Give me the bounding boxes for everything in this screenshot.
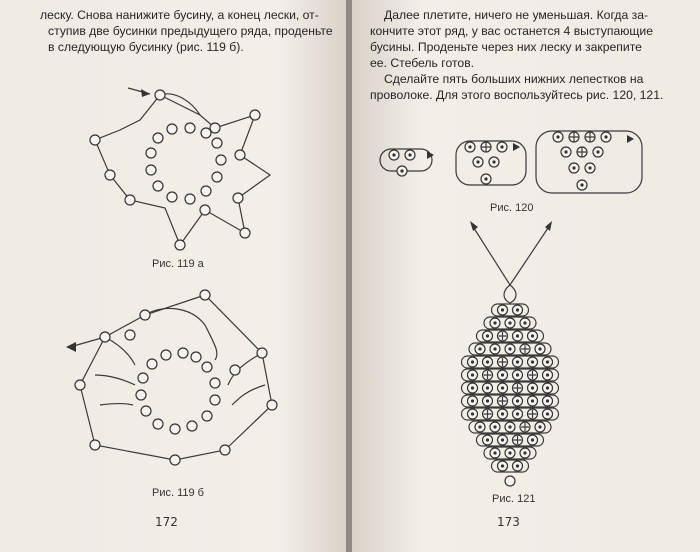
fig121-bead-hole — [471, 412, 474, 415]
fig121-bead-hole — [531, 360, 534, 363]
fig121-bead-hole — [471, 386, 474, 389]
fig121-bead-hole — [531, 438, 534, 441]
fig121-wire-left — [472, 225, 510, 285]
figure-119b-diagram — [0, 275, 348, 495]
figure-121-caption: Рис. 121 — [492, 493, 536, 505]
fig119b-arrow — [66, 342, 76, 352]
fig119a-spike-beads — [90, 90, 260, 250]
figure-119b-caption: Рис. 119 б — [152, 487, 204, 499]
fig121-bead-rows — [462, 304, 559, 486]
fig121-bead-hole — [501, 464, 504, 467]
fig121-bead-hole — [523, 451, 526, 454]
fig121-bead-hole — [546, 399, 549, 402]
fig121-bead-hole — [501, 308, 504, 311]
fig121-bead-hole — [501, 386, 504, 389]
fig121-bead-hole — [508, 347, 511, 350]
fig121-bead-hole — [493, 347, 496, 350]
fig121-bead-hole — [516, 308, 519, 311]
fig121-bead-hole — [508, 425, 511, 428]
fig121-bead-hole — [471, 373, 474, 376]
fig121-bead-hole — [546, 360, 549, 363]
right-text-line-1: Далее плетите, ничего не уменьшая. Когда за- — [384, 8, 649, 22]
right-text-line-4: ее. Стебель готов. — [370, 56, 475, 70]
fig121-bead-hole — [486, 360, 489, 363]
figure-120-diagram — [352, 125, 700, 205]
fig121-bead-hole — [501, 438, 504, 441]
left-text-line-3: в следующую бусинку (рис. 119 б). — [48, 40, 244, 54]
left-page-number: 172 — [155, 515, 178, 529]
left-text-line-2: ступив две бусинки предыдущего ряда, проденьте — [48, 24, 333, 38]
fig121-bead-hole — [478, 425, 481, 428]
right-text-line-2: кончите этот ряд, у вас останется 4 выступающие — [370, 24, 653, 38]
fig121-bead-hole — [493, 321, 496, 324]
fig121-bead-hole — [501, 412, 504, 415]
figure-121-diagram — [352, 215, 700, 485]
fig119a-arrow — [141, 89, 150, 97]
fig119b-inner-ring — [136, 348, 220, 434]
right-page-number: 173 — [497, 515, 520, 529]
fig121-bead-hole — [546, 373, 549, 376]
fig121-bead-hole — [501, 373, 504, 376]
fig120-step-3 — [536, 131, 642, 193]
fig121-bead-hole — [471, 399, 474, 402]
fig121-bead-hole — [493, 451, 496, 454]
fig121-bead-hole — [486, 334, 489, 337]
fig121-bead-hole — [516, 399, 519, 402]
fig121-bead-hole — [546, 412, 549, 415]
figure-119a-caption: Рис. 119 а — [152, 258, 204, 270]
right-paragraph — [370, 7, 690, 103]
fig121-bead-hole — [508, 321, 511, 324]
fig121-bead-hole — [531, 386, 534, 389]
fig121-bead-hole — [516, 360, 519, 363]
fig121-bead-hole — [546, 386, 549, 389]
fig121-bead-hole — [516, 464, 519, 467]
fig121-bead-hole — [516, 412, 519, 415]
fig121-bead-hole — [516, 334, 519, 337]
fig121-bead-hole — [538, 425, 541, 428]
fig121-bead-hole — [486, 399, 489, 402]
fig119b-outer-beads — [75, 290, 277, 465]
right-text-line-6: проволоке. Для этого воспользуйтесь рис. 120, 121. — [370, 88, 664, 102]
fig121-bead-hole — [471, 360, 474, 363]
fig119b-outer-frame — [80, 295, 272, 460]
fig119a-inner-ring — [146, 123, 226, 204]
left-text-line-1: леску. Снова нанижите бусину, а конец лески, от- — [40, 8, 319, 22]
fig121-bead-hole — [523, 321, 526, 324]
fig121-bead-hole — [486, 386, 489, 389]
fig121-wire-right — [510, 225, 550, 285]
fig121-bead-hole — [493, 425, 496, 428]
fig119a-outer-thread — [95, 95, 270, 245]
figure-120-caption: Рис. 120 — [490, 202, 534, 214]
fig121-bead-hole — [538, 347, 541, 350]
fig120-step-1 — [380, 149, 434, 176]
fig121-bead-hole — [486, 438, 489, 441]
fig120-step-2 — [456, 141, 526, 185]
fig121-bead-hole — [478, 347, 481, 350]
fig121-bead-hole — [516, 373, 519, 376]
right-text-line-3: бусины. Проденьте через них леску и закрепите — [370, 40, 642, 54]
fig121-tail-bead — [505, 476, 515, 486]
right-page — [352, 0, 700, 552]
fig121-bead-hole — [531, 334, 534, 337]
left-page — [0, 0, 348, 552]
figure-119a-diagram — [0, 0, 348, 260]
fig121-bead-hole — [531, 399, 534, 402]
right-text-line-5: Сделайте пять больших нижних лепестков на — [384, 72, 644, 86]
fig121-bead-hole — [508, 451, 511, 454]
